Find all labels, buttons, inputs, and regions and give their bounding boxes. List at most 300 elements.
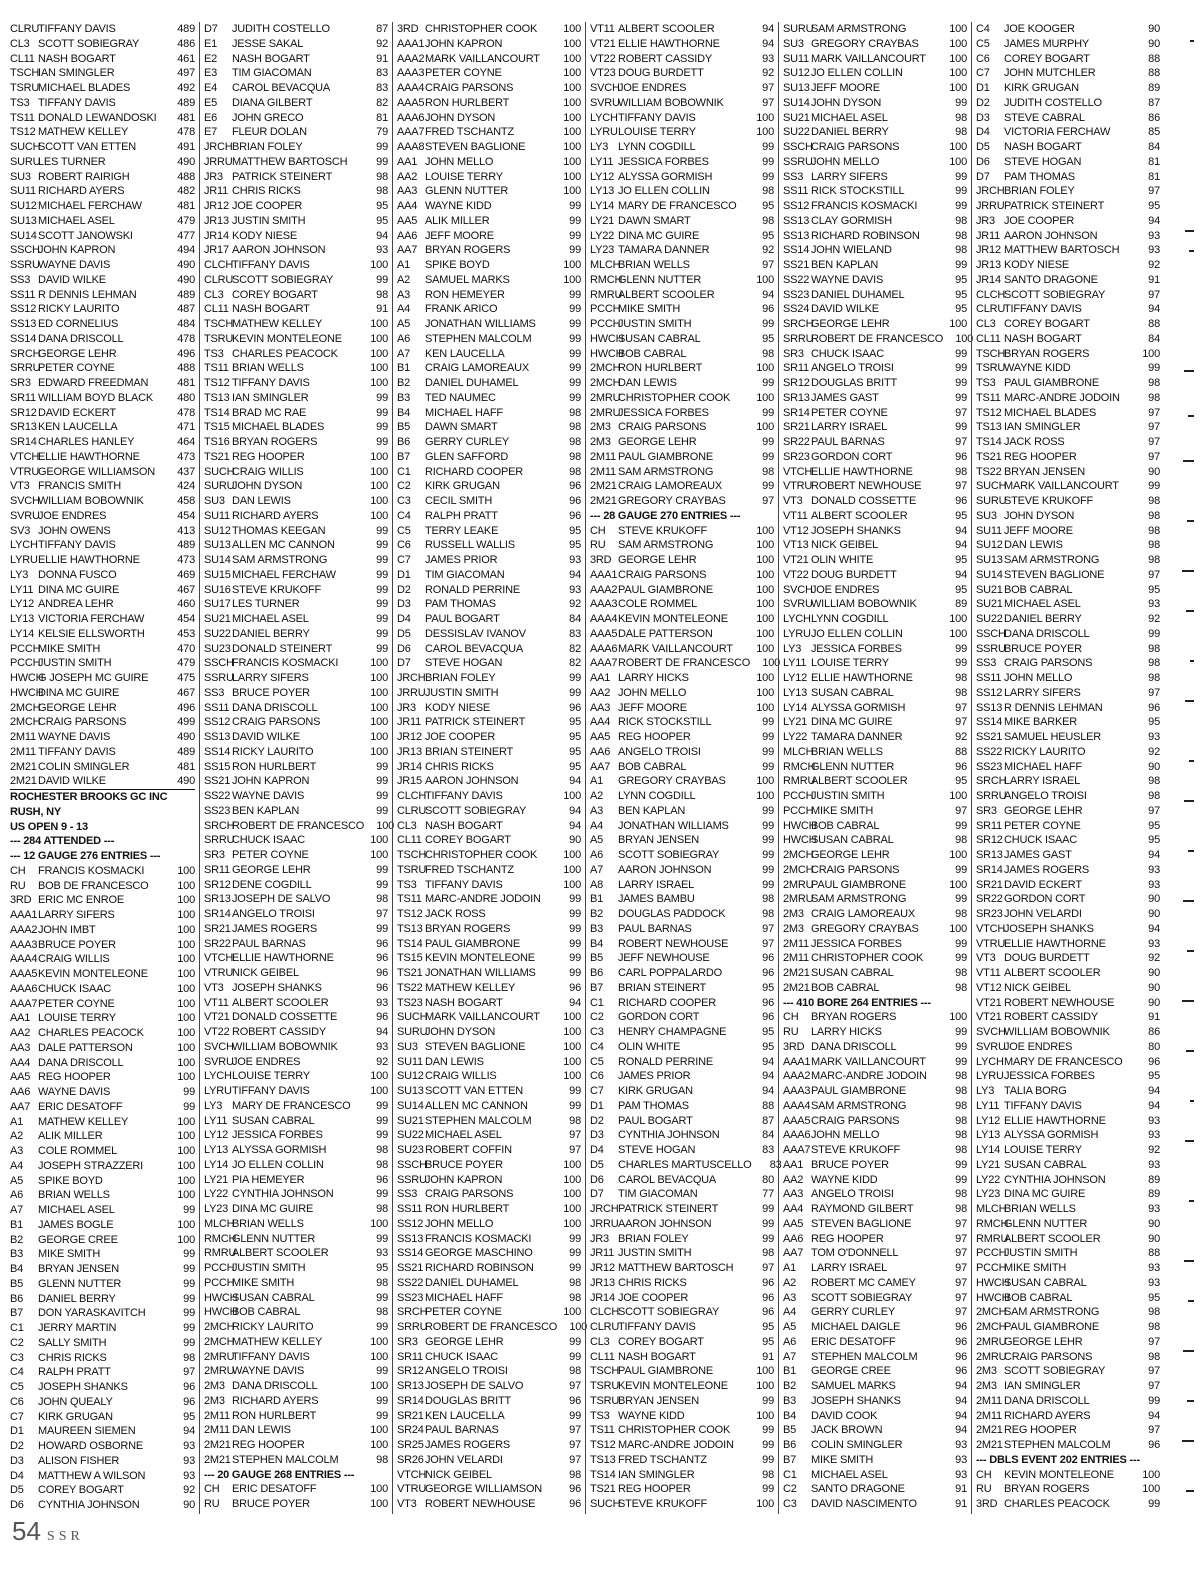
- shooter-name: DONALD COSSETTE: [811, 495, 917, 507]
- result-row: [204, 892, 388, 907]
- shooter-name: JOHN DYSON: [232, 480, 303, 493]
- shooter-name: PIA HEMEYER: [232, 1173, 305, 1186]
- class-code: PCCH: [204, 1276, 235, 1289]
- class-code: LY14: [590, 200, 615, 212]
- result-row: [590, 1099, 774, 1114]
- class-code: VTCH: [783, 465, 813, 478]
- class-code: C5: [397, 524, 411, 537]
- result-row: [976, 258, 1160, 273]
- result-row: [204, 1438, 388, 1453]
- score: 490: [177, 731, 195, 743]
- shooter-name: ANGELO TROISI: [618, 745, 701, 758]
- class-code: SR23: [783, 450, 810, 463]
- class-code: SR13: [10, 421, 37, 434]
- class-code: 2M21: [10, 775, 37, 788]
- shooter-name: BRYAN ROGERS: [1004, 1483, 1090, 1496]
- shooter-name: FRED TSCHANTZ: [425, 126, 514, 139]
- shooter-name: JO ELLEN COLLIN: [232, 1158, 324, 1171]
- score: 95: [569, 524, 581, 537]
- results-column: [199, 22, 395, 1514]
- score: 94: [569, 804, 581, 817]
- result-row: [397, 1305, 581, 1320]
- score: 100: [756, 1498, 774, 1510]
- shooter-name: COREY BOGART: [618, 1335, 704, 1348]
- result-row: [204, 302, 388, 317]
- score: 99: [569, 922, 581, 935]
- class-code: JRRU: [397, 686, 426, 699]
- class-code: AA6: [10, 1086, 31, 1098]
- score: 99: [569, 937, 581, 950]
- score: 82: [569, 642, 581, 655]
- score: 92: [762, 67, 774, 80]
- score: 496: [177, 347, 195, 360]
- result-row: [590, 774, 774, 789]
- result-row: [397, 1158, 581, 1173]
- result-row: [397, 981, 581, 996]
- shooter-name: IAN SMINGLER: [1004, 421, 1081, 434]
- class-code: JR3: [204, 170, 223, 183]
- shooter-name: JESSICA FORBES: [618, 155, 709, 168]
- class-code: SR21: [204, 922, 231, 935]
- score: 94: [955, 1380, 967, 1392]
- score: 94: [955, 1409, 967, 1422]
- result-row: [397, 1202, 581, 1217]
- score: 94: [955, 524, 967, 537]
- score: 99: [762, 863, 774, 876]
- score: 94: [955, 539, 967, 552]
- score: 96: [376, 981, 388, 994]
- score: 96: [569, 1483, 581, 1496]
- class-code: B7: [10, 1307, 24, 1320]
- score: 98: [376, 1144, 388, 1156]
- shooter-name: CYNTHIA JOHNSON: [232, 1188, 334, 1201]
- result-row: [204, 1394, 388, 1409]
- result-row: [976, 568, 1160, 583]
- result-row: [397, 199, 581, 214]
- class-code: D3: [10, 1454, 24, 1467]
- shooter-name: CHUCK ISAAC: [38, 982, 111, 995]
- score: 94: [1148, 849, 1160, 861]
- shooter-name: JUSTIN SMITH: [232, 1262, 306, 1274]
- score: 94: [569, 996, 581, 1009]
- score: 99: [183, 1307, 195, 1320]
- result-row: [397, 833, 581, 848]
- shooter-name: OLIN WHITE: [618, 1040, 681, 1053]
- class-code: SS23: [783, 288, 810, 301]
- class-code: AA7: [783, 1247, 804, 1260]
- class-code: D7: [976, 170, 990, 183]
- result-row: [397, 376, 581, 391]
- edge-mark: [1184, 1260, 1194, 1262]
- shooter-name: DANA DRISCOLL: [1004, 627, 1090, 640]
- result-row: [397, 111, 581, 126]
- edge-mark: [1186, 610, 1194, 612]
- score: 99: [376, 1365, 388, 1378]
- class-code: C1: [590, 996, 604, 1009]
- class-code: B4: [590, 937, 604, 950]
- result-row: [783, 347, 967, 362]
- class-code: SRRU: [976, 790, 1007, 802]
- class-code: SR13: [397, 1380, 424, 1392]
- class-code: PCCH: [783, 804, 814, 817]
- result-row: [204, 1497, 388, 1512]
- result-row: [590, 951, 774, 966]
- class-code: VT21: [976, 996, 1002, 1009]
- score: 99: [762, 406, 774, 419]
- result-row: [10, 465, 195, 480]
- shooter-name: DANIEL DUHAMEL: [425, 377, 519, 389]
- score: 83: [569, 627, 581, 640]
- class-code: C1: [783, 1468, 797, 1481]
- score: 100: [370, 686, 388, 699]
- class-code: CLRU: [590, 1321, 620, 1333]
- class-code: PCCH: [10, 657, 41, 670]
- result-row: [397, 627, 581, 642]
- result-row: [10, 1292, 195, 1307]
- score: 99: [762, 141, 774, 153]
- result-row: [10, 1144, 195, 1159]
- result-row: [10, 1056, 195, 1071]
- result-row: [204, 155, 388, 170]
- shooter-name: JESSICA FORBES: [618, 406, 709, 419]
- class-code: SVCH: [590, 82, 620, 94]
- result-row: [976, 922, 1160, 937]
- result-row: [397, 612, 581, 627]
- class-code: RU: [976, 1483, 992, 1496]
- score: 100: [949, 627, 967, 640]
- result-row: [976, 524, 1160, 539]
- class-code: 2M21: [783, 981, 810, 994]
- class-code: SR13: [783, 391, 810, 404]
- score: 90: [1148, 908, 1160, 920]
- shooter-name: FRANK ARICO: [425, 303, 498, 316]
- class-code: C2: [10, 1336, 24, 1349]
- score: 477: [177, 229, 195, 242]
- class-code: SR26: [397, 1453, 424, 1466]
- shooter-name: MIKE SMITH: [38, 642, 101, 655]
- class-code: SUCH: [590, 1498, 621, 1510]
- class-code: C1: [397, 465, 411, 478]
- result-row: [204, 1409, 388, 1424]
- score: 88: [1148, 52, 1160, 65]
- result-row: [397, 642, 581, 657]
- class-code: SU11: [397, 1055, 423, 1068]
- shooter-name: DALE PATTERSON: [38, 1041, 133, 1054]
- score: 100: [177, 1071, 195, 1084]
- class-code: LYRU: [204, 1085, 232, 1097]
- score: 94: [955, 1394, 967, 1407]
- score: 99: [955, 1026, 967, 1038]
- score: 96: [955, 1335, 967, 1348]
- shooter-name: MARK VAILLANCOURT: [425, 52, 540, 65]
- result-row: [10, 997, 195, 1012]
- shooter-name: LARRY SIFERS: [38, 909, 115, 921]
- score: 88: [1148, 1247, 1160, 1260]
- result-row: [783, 538, 967, 553]
- shooter-name: JESSICA FORBES: [811, 937, 902, 950]
- class-code: AAA6: [783, 1129, 811, 1142]
- result-row: [783, 1261, 967, 1276]
- shooter-name: DINA MC GUIRE: [38, 686, 120, 699]
- class-code: SU12: [397, 1070, 424, 1083]
- class-code: AA5: [10, 1071, 31, 1084]
- result-row: [204, 347, 388, 362]
- shooter-name: MATHEW KELLEY: [232, 318, 323, 330]
- shooter-name: MICHAEL ASEL: [1004, 598, 1081, 611]
- class-code: A5: [397, 318, 411, 330]
- result-row: [590, 671, 774, 686]
- class-code: SS12: [976, 686, 1003, 699]
- score: 100: [756, 554, 774, 566]
- score: 98: [1148, 775, 1160, 788]
- class-code: SURU: [10, 155, 41, 168]
- shooter-name: PAUL BARNAS: [618, 922, 692, 935]
- shooter-name: BRIAN FOLEY: [618, 1232, 689, 1245]
- score: 99: [376, 155, 388, 168]
- result-row: [10, 893, 195, 908]
- class-code: LY3: [590, 141, 609, 153]
- score: 93: [1148, 731, 1160, 743]
- result-row: [590, 435, 774, 450]
- class-code: E5: [204, 96, 218, 109]
- class-code: SSRU: [976, 642, 1006, 655]
- result-row: [204, 1128, 388, 1143]
- class-code: JR11: [204, 185, 229, 198]
- score: 98: [955, 126, 967, 139]
- class-code: VT11: [976, 967, 1001, 979]
- score: 99: [569, 1409, 581, 1422]
- score: 99: [376, 539, 388, 552]
- class-code: AA7: [397, 244, 418, 257]
- shooter-name: JOE ENDRES: [38, 509, 107, 522]
- score: 100: [1142, 1468, 1160, 1481]
- class-code: 2M3: [590, 421, 611, 434]
- result-row: [204, 1158, 388, 1173]
- shooter-name: MICHAEL BLADES: [232, 421, 325, 434]
- score: 98: [569, 421, 581, 434]
- score: 98: [955, 686, 967, 699]
- result-row: [976, 111, 1160, 126]
- result-row: [10, 288, 195, 303]
- score: 94: [376, 1026, 388, 1038]
- class-code: AAA4: [783, 1099, 811, 1112]
- class-code: CLCH: [590, 1306, 620, 1319]
- shooter-name: JOHN IMBT: [38, 923, 96, 936]
- score: 99: [569, 391, 581, 404]
- class-code: AAA2: [783, 1070, 811, 1083]
- score: 98: [569, 1291, 581, 1304]
- class-code: AAA4: [10, 953, 38, 966]
- score: 94: [762, 1085, 774, 1097]
- result-row: [397, 819, 581, 834]
- shooter-name: CRAIG LAMOREAUX: [425, 362, 529, 375]
- class-code: JR11: [976, 229, 1001, 242]
- class-code: TS21: [204, 450, 230, 463]
- shooter-name: JACK BROWN: [811, 1424, 883, 1437]
- class-code: SRRU: [397, 1321, 428, 1333]
- result-row: [783, 96, 967, 111]
- shooter-name: STEVEN BAGLIONE: [811, 1217, 912, 1230]
- score: 99: [376, 1188, 388, 1201]
- class-code: SS3: [397, 1188, 418, 1201]
- result-row: [976, 1438, 1160, 1453]
- shooter-name: JUSTIN SMITH: [1004, 1247, 1078, 1260]
- result-row: [397, 553, 581, 568]
- score: 99: [569, 377, 581, 389]
- shooter-name: GLEN SAFFORD: [425, 450, 509, 463]
- class-code: AAA5: [10, 968, 38, 980]
- result-row: [783, 494, 967, 509]
- class-code: VTCH: [10, 450, 40, 463]
- shooter-name: MICHAEL ASEL: [38, 214, 115, 227]
- shooter-name: SUSAN CABRAL: [1004, 1158, 1087, 1171]
- class-code: D4: [590, 1144, 604, 1156]
- result-row: [783, 479, 967, 494]
- shooter-name: BRYAN ROGERS: [425, 244, 511, 257]
- shooter-name: MARK VAILLANCOURT: [618, 642, 733, 655]
- shooter-name: BRUCE POYER: [232, 1498, 310, 1510]
- result-row: [590, 1246, 774, 1261]
- shooter-name: MARC-ANDRE JODOIN: [1004, 391, 1120, 404]
- score: 99: [955, 937, 967, 950]
- result-row: [204, 1173, 388, 1188]
- class-code: PCCH: [976, 1247, 1007, 1260]
- shooter-name: JAMES ROGERS: [1004, 863, 1090, 876]
- shooter-name: TIFFANY DAVIS: [425, 878, 503, 891]
- edge-mark: [1189, 760, 1194, 762]
- class-code: CLRU: [397, 804, 427, 817]
- result-row: [204, 1217, 388, 1232]
- result-row: [783, 155, 967, 170]
- shooter-name: RAYMOND GILBERT: [811, 1203, 914, 1215]
- score: 91: [955, 1483, 967, 1496]
- shooter-name: MATTHEW BARTOSCH: [618, 1262, 734, 1274]
- score: 99: [1148, 627, 1160, 640]
- result-row: [590, 553, 774, 568]
- shooter-name: JESSICA FORBES: [232, 1129, 323, 1142]
- shooter-name: JUSTIN SMITH: [618, 1247, 692, 1260]
- score: 90: [1148, 760, 1160, 773]
- result-row: [397, 243, 581, 258]
- shooter-name: JOE ENDRES: [618, 82, 687, 94]
- shooter-name: ROBERT NEWHOUSE: [1004, 996, 1115, 1009]
- class-code: 3RD: [10, 894, 32, 907]
- result-row: [590, 199, 774, 214]
- edge-mark: [1183, 460, 1194, 462]
- class-code: AA1: [397, 155, 418, 168]
- result-row: [976, 583, 1160, 598]
- result-row: [976, 538, 1160, 553]
- score: 488: [177, 362, 195, 375]
- result-row: [590, 848, 774, 863]
- shooter-name: DANIEL BERRY: [1004, 613, 1082, 625]
- result-row: [976, 1158, 1160, 1173]
- result-row: [397, 435, 581, 450]
- class-code: 2M11: [590, 465, 616, 478]
- result-row: [10, 1188, 195, 1203]
- score: 92: [1148, 1144, 1160, 1156]
- class-code: 2M11: [204, 1424, 230, 1437]
- result-row: [590, 966, 774, 981]
- result-row: [976, 22, 1160, 37]
- shooter-name: JOSEPH SHANKS: [38, 1381, 128, 1393]
- class-code: CL11: [10, 52, 35, 65]
- result-row: [204, 96, 388, 111]
- class-code: 2M21: [204, 1453, 231, 1466]
- class-code: CL11: [204, 303, 229, 316]
- shooter-name: RONALD PERRINE: [425, 583, 520, 596]
- score: 93: [183, 1440, 195, 1452]
- score: 96: [955, 495, 967, 507]
- score: 480: [177, 391, 195, 404]
- result-row: [204, 1423, 388, 1438]
- result-row: [10, 317, 195, 332]
- score: 95: [955, 288, 967, 301]
- score: 100: [955, 332, 974, 345]
- shooter-name: DOUGLAS BRITT: [425, 1394, 512, 1407]
- score: 98: [955, 229, 967, 242]
- result-row: [10, 879, 195, 894]
- result-row: [204, 317, 388, 332]
- edge-mark: [1189, 250, 1194, 252]
- result-row: [204, 760, 388, 775]
- score: 84: [762, 1129, 774, 1142]
- class-code: C4: [590, 1040, 604, 1053]
- shooter-name: CARL POPPALARDO: [618, 967, 722, 979]
- shooter-name: WILLIAM BOBOWNIK: [38, 495, 144, 507]
- score: 100: [177, 1130, 195, 1143]
- class-code: SS21: [204, 775, 231, 788]
- class-code: SS22: [397, 1276, 424, 1289]
- score: 90: [1148, 996, 1160, 1009]
- result-row: [783, 243, 967, 258]
- result-row: [10, 1365, 195, 1380]
- shooter-name: JOE COOPER: [232, 200, 303, 212]
- score: 93: [955, 1468, 967, 1481]
- class-code: SS15: [204, 760, 231, 773]
- class-code: B2: [590, 908, 604, 920]
- result-row: [397, 789, 581, 804]
- shooter-name: WAYNE KIDD: [425, 200, 492, 212]
- shooter-name: JOHN QUEALY: [38, 1395, 113, 1408]
- shooter-name: SPIKE BOYD: [38, 1174, 103, 1187]
- score: 96: [376, 937, 388, 950]
- result-row: [976, 243, 1160, 258]
- shooter-name: MATHEW KELLEY: [38, 1115, 129, 1128]
- class-code: SU13: [204, 539, 231, 552]
- shooter-name: AARON JOHNSON: [618, 863, 712, 876]
- class-code: SVCH: [783, 583, 813, 596]
- result-row: [10, 1351, 195, 1366]
- shooter-name: CHRISTOPHER COOK: [425, 23, 538, 35]
- result-row: [976, 317, 1160, 332]
- score: 83: [762, 1144, 774, 1156]
- shooter-name: STEVEN BAGLIONE: [1004, 568, 1105, 581]
- result-row: [10, 1380, 195, 1395]
- class-code: RMCH: [590, 273, 623, 286]
- results-column: [6, 22, 199, 1514]
- score: 98: [955, 908, 967, 920]
- class-code: VTRU: [783, 480, 813, 493]
- result-row: [783, 332, 974, 347]
- score: 100: [177, 879, 195, 892]
- class-code: SS13: [204, 731, 231, 743]
- class-code: SU3: [204, 495, 225, 507]
- result-row: [976, 1261, 1160, 1276]
- class-code: AA2: [397, 170, 418, 183]
- score: 100: [177, 968, 195, 980]
- shooter-name: COREY BOGART: [1004, 52, 1090, 65]
